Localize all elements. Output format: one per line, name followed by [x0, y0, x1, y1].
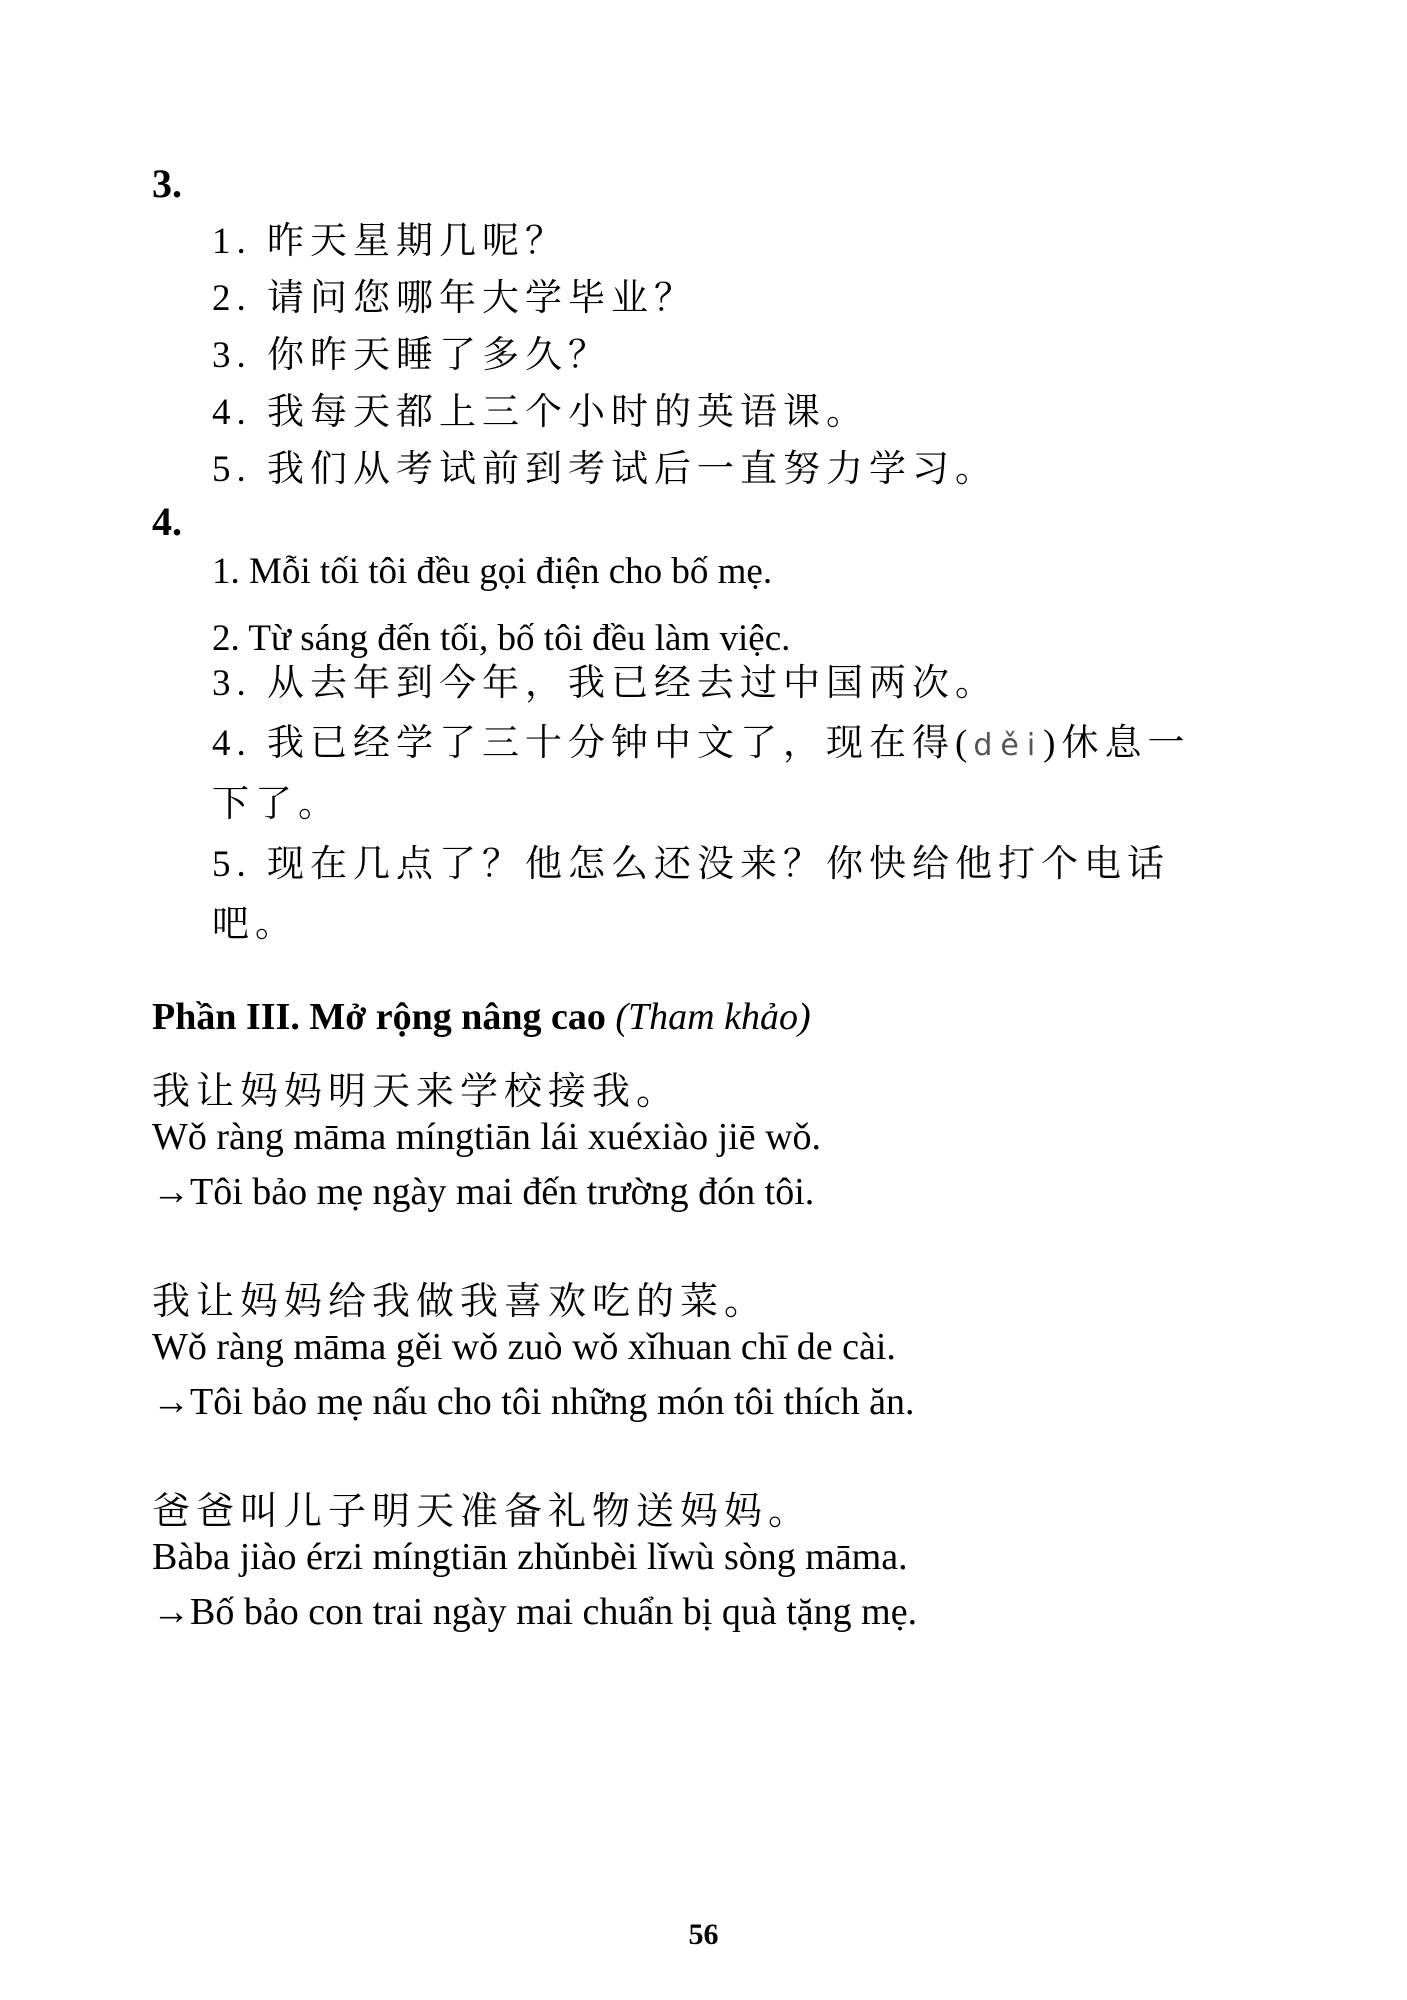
example-3-translation: →Bố bảo con trai ngày mai chuẩn bị quà tặng mẹ. [152, 1591, 918, 1633]
example-1-translation: →Tôi bảo mẹ ngày mai đến trường đón tôi. [152, 1171, 815, 1213]
section-4-item-4-text-b: )休息一 [1043, 723, 1191, 764]
section-4-item-1: 1. Mỗi tối tôi đều gọi điện cho bố mẹ. [212, 551, 773, 592]
section-3-item-4: 4. 我每天都上三个小时的英语课。 [212, 392, 869, 433]
example-2-chinese: 我让妈妈给我做我喜欢吃的菜。 [152, 1281, 769, 1323]
example-3-pinyin: Bàba jiào érzi míngtiān zhǔnbèi lǐwù sòng māma. [152, 1536, 908, 1578]
page-number: 56 [688, 1918, 719, 1951]
section-3-item-2: 2. 请问您哪年大学毕业？ [212, 278, 697, 319]
section-4-item-4-pinyin: děi [973, 728, 1044, 763]
section-4-item-3: 3. 从去年到今年，我已经去过中国两次。 [212, 663, 998, 704]
example-2-pinyin: Wǒ ràng māma gěi wǒ zuò wǒ xǐhuan chī de cài. [152, 1326, 896, 1368]
part-3-heading-note: (Tham khảo) [615, 996, 811, 1038]
part-3-heading [152, 995, 811, 1039]
example-1-pinyin: Wǒ ràng māma míngtiān lái xuéxiào jiē wǒ. [152, 1116, 822, 1158]
section-4-item-2: 2. Từ sáng đến tối, bố tôi đều làm việc. [212, 618, 791, 659]
example-1-chinese: 我让妈妈明天来学校接我。 [152, 1071, 681, 1113]
section-3-item-5: 5. 我们从考试前到考试后一直努力学习。 [212, 449, 998, 490]
section-4-number: 4. [152, 499, 182, 544]
section-3-item-3: 3. 你昨天睡了多久？ [212, 335, 611, 376]
section-3-number: 3. [152, 161, 182, 206]
part-3-heading-title: Phần III. Mở rộng nâng cao [152, 996, 616, 1038]
section-3-item-1: 1. 昨天星期几呢？ [212, 221, 568, 262]
section-4-item-5: 5. 现在几点了？他怎么还没来？你快给他打个电话 [212, 844, 1170, 885]
section-4-item-4-text-a: 4. 我已经学了三十分钟中文了，现在得( [212, 723, 974, 764]
section-4-item-5-continued: 吧。 [212, 904, 298, 945]
example-2-translation: →Tôi bảo mẹ nấu cho tôi những món tôi thích ăn. [152, 1381, 915, 1423]
example-3-chinese: 爸爸叫儿子明天准备礼物送妈妈。 [152, 1491, 813, 1533]
section-4-item-4 [212, 712, 1191, 766]
section-4-item-4-continued: 下了。 [212, 784, 341, 825]
